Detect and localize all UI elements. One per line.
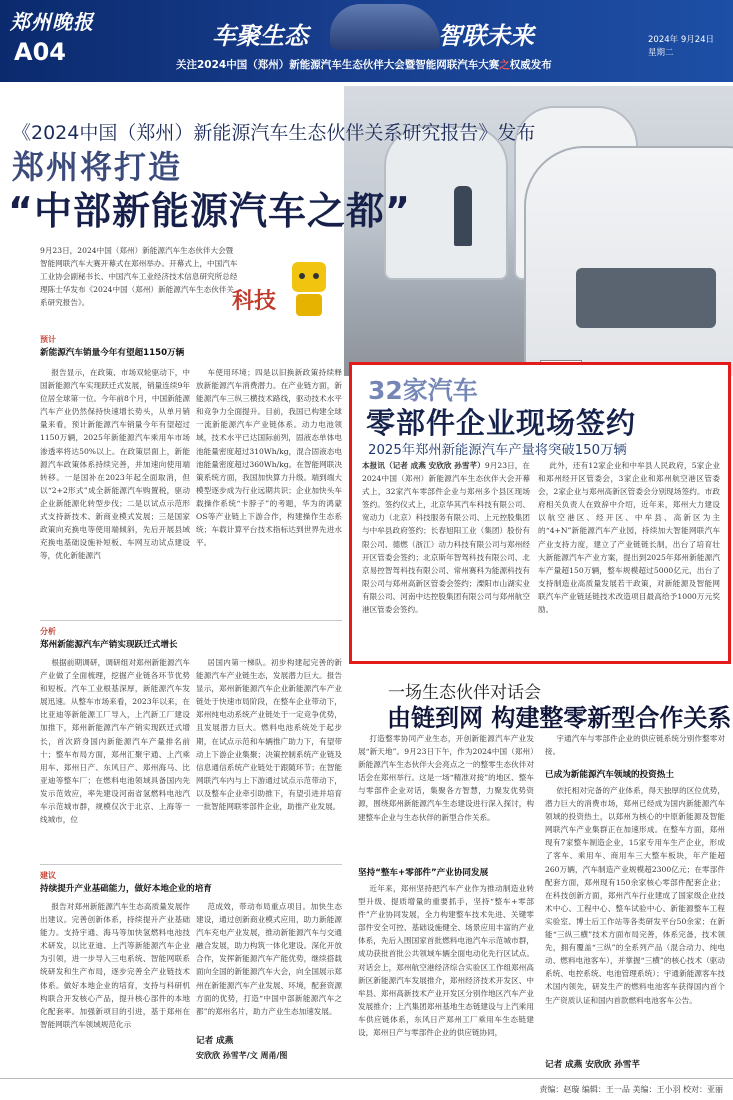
tech-tag-label: 科技 bbox=[232, 289, 277, 314]
box-kicker: 32家汽车 bbox=[368, 376, 478, 405]
box-subtitle: 2025年郑州新能源汽车产量将突破150万辆 bbox=[368, 443, 627, 458]
page-header bbox=[0, 0, 733, 82]
person-figure bbox=[454, 186, 472, 246]
subtitle-end: 权威发布 bbox=[509, 59, 552, 71]
section-label: 预计 bbox=[40, 335, 56, 344]
body-column: 报告对郑州新能源汽车生态高质量发展作出建议。完善创新体系，持续提升产业基础能力。支持宇通、海马等加快氢燃料电池技术研发，以比亚迪、上汽等新能源汽车企业为引领，进一步导入三电系统、智能网联系统研发和生产布局，逐步完善全产业链技术体系。做好本地企业的培育，支持与科研机构联合开发核心产品，提升核心部件的本地化配套率。加强新项目的引进，基于郑州在智能网联汽车领域规范化示 bbox=[40, 902, 190, 1029]
signing-story-box bbox=[349, 362, 731, 664]
subheading: 已成为新能源汽车领域的投资热土 bbox=[545, 770, 674, 780]
subtitle-accent: 之 bbox=[499, 59, 510, 71]
body-column: 依托相对完备的产业体系，得天独厚的区位优势，潜力巨大的消费市场，郑州已经成为国内新能源汽车领域的投资热土，以郑州为核心的中原新能源及智能网联汽车产业集群正在加速形成。在整车方面，郑州现有7家整车制造企业，15家专用车生产企业，形成了客车、乘用车、商用车三大整车板块，年产能超260万辆，汽车制造产业规模超2300亿元；在零部件配套方面，郑州现有150余家核心零部件配套企业；在科技创新方面，郑州汽车行业建成了国家级企业技术中心、工程中心、整车试验中心、新能源整车工程实验室、博士后工作站等各类研发平台50余家；在新能“三纵三横”技术方面布局完善，体系完备，技术领先，拥有覆盖“三纵”的全系列产品（混合动力、纯电动、燃料电池客车），并掌握“三横”的核心技术（驱动系统、电控系统、电池管理系统）；宇通新能源客车技术国内领先，研发生产的燃料电池客车获得国内首个生产资质认证和国内首款燃料电池客车公告。 bbox=[545, 786, 725, 1005]
story-kicker: 一场生态伙伴对话会 bbox=[388, 683, 541, 703]
section-heading: 持续提升产业基础能力，做好本地企业的培育 bbox=[40, 884, 212, 894]
body-column: 范成效，带动布局重点项目。加快生态建设，通过创新商业模式应用，助力新能源汽车充电产业发展，推动新能源汽车与交通融合发展，助力构筑一体化建设。深化开放合作，发挥新能源汽车产能优势，继续搭载面向全国的新能源汽车大会，向全国展示郑州在新能源汽车产业发展、环境，配套资源方面的优势，打造“中国中部新能源汽车之都”的郑州名片，助力产业生态加速发展。 bbox=[196, 902, 342, 1016]
section-label: 分析 bbox=[40, 627, 56, 636]
byline: 记者 成燕 bbox=[196, 1036, 234, 1046]
body-column: 报告显示，在政策、市场双轮驱动下，中国新能源汽车实现跃迁式发展，销量连续9年位居全球第一位。今年前8个月，中国新能源汽车产业仍然保持快速增长势头，从单月销量来看，预计新能源汽车销量今年有望超过1150万辆，2025年新能源汽车乘用车市场渗透率将达50%以上。在政策层面上，新能源汽车政策体系持续完善，并加速向使用端转移。一是国补在2023年起全面取消，但以“2+2形式”成全新能源汽车购置税，驱动企业新能源化转型步伐；二是以试点示范形式支持新技术、新商业模式发展；三是国家政策向充换电等使用端倾斜，先后开展县域充换电基础设施补短板、车网互动试点建设等，优化新能源汽 bbox=[40, 368, 190, 561]
slogan-left: 车聚生态 bbox=[212, 22, 308, 50]
box-title: 零部件企业现场签约 bbox=[366, 406, 637, 440]
body-column: 近年来，郑州坚持把汽车产业作为推动制造业转型升级、提质增量的重要抓手，坚持“整车+零部件”产业协同发展，全力构建整车技术先进、关键零部件安全可控、基础设施健全、场景应用丰富的产业体系，先后入围国家首批燃料电池汽车示范城市群，成功获批首批公共领域车辆全面电动化先行区试点。对话会上，郑州航空港经济综合实验区工作组郑州高新区新能源汽车发展推介，郑州经济技术开发区、中牟县、郑州高新技术产业开发区分别作地区汽车产业发展推介；上汽集团郑州基地生态链建设与上汽乘用车供应链体系，东风日产郑州工厂乘用车生态链建设，郑州日产与零部件企业的供应链协同， bbox=[358, 884, 534, 1038]
page-number: A04 bbox=[14, 38, 66, 66]
section-label: 建议 bbox=[40, 871, 56, 880]
report-headline: 《2024中国（郑州）新能源汽车生态伙伴关系研究报告》发布 bbox=[12, 122, 536, 144]
subheading: 坚持“整车+零部件”产业协同发展 bbox=[358, 868, 489, 878]
byline: 记者 成燕 安欣欣 孙雪芊 bbox=[545, 1060, 640, 1070]
lead-paragraph: 9月23日，2024中国（郑州）新能源汽车生态伙伴大会暨智能网联汽车大赛开幕式在郑州举办。开幕式上，中国汽车工业协会副秘书长、中国汽车工业经济技术信息研究所总经理陈士华发布《2024中国（郑州）新能源汽车生态伙伴关系研究报告》。 bbox=[40, 246, 238, 307]
bus-windshield bbox=[576, 268, 716, 328]
bus-front bbox=[524, 146, 733, 376]
car-illustration bbox=[330, 4, 440, 50]
main-headline: “中部新能源汽车之都” bbox=[8, 189, 411, 233]
story-title: 由链到网 构建整零新型合作关系 bbox=[387, 704, 732, 732]
section-heading: 郑州新能源汽车产销实现跃迁式增长 bbox=[40, 640, 178, 650]
weekday-text: 星期二 bbox=[648, 48, 674, 58]
editor-credits: 责编：赵璇 编辑：王一品 美编：王小羽 校对：亚丽 bbox=[539, 1085, 723, 1094]
divider bbox=[40, 864, 342, 865]
issue-date bbox=[648, 34, 714, 60]
box-dateline: 本报讯（记者 成燕 安欣欣 孙雪芊） bbox=[362, 461, 485, 470]
byline-credits: 安欣欣 孙雪芊/文 周甬/图 bbox=[196, 1051, 288, 1060]
date-text: 2024年 9月24日 bbox=[648, 35, 715, 45]
header-subtitle bbox=[176, 57, 552, 72]
body-column: 根据前期调研，调研组对郑州新能源汽车产业做了全面梳理，挖掘产业链各环节优势和短板。汽车工业根基深厚，新能源汽车发展迅速。从整车市场来看，2023年以来，在比亚迪等新能源工厂导入，上汽新工厂建设加推下，郑州新能源汽车产销实现跃迁式增长，首次跻身国内新能源汽车产量排名前十；整车布局方面，郑州汇聚宇通、上汽乘用车、郑州日产、东风日产、郑州海马、比亚迪等整车厂；在燃料电池领域具备国内先发示范效应，率先建设河南省氢燃料电池汽车示范城市群，规模仅次于北京、上海等一线城市，位 bbox=[40, 658, 190, 825]
section-heading: 新能源汽车销量今年有望超1150万辆 bbox=[40, 348, 185, 358]
body-column: 居国内第一梯队。初步构建起完善的新能源汽车产业链生态，发展潜力巨大。报告显示，郑州新能源汽车企业新能源汽车产业链处于快速市局阶段，在整车企业带动下，郑州纯电动系统产业链处于一定竞争优势，且发展潜力巨大。燃料电池系统处于起步期，在试点示范和车辆推广助力下，有望带动上下游企业集聚；决策控制系统产业链及信息通信系统产业链处于跟随环节；在智能网联汽车内与上下游通过试点示范带动下，以及整车企业牵引助推下，有望引进并培育一批智能网联零部件企业，助推产业发展。 bbox=[196, 658, 342, 812]
body-column: 车使用环境；四是以旧换新政策持续释放新能源汽车消费潜力。在产业链方面，新能源汽车三纵三横技术路线，驱动技术水平和竞争力全面提升。目前，我国已构建全球一流新能源汽车产业链体系。动力电池领域，技术水平已达国际前列，固液态单体电池能量密度超过310Wh/kg，混合固液态电池能量密度超过360Wh/kg。在智能网联决策系统方面，我国加快算力升级。端到端大模型逐步成为行业远期共识；企业加快头车载操作系统“卡脖子”的考题，华为的鸿蒙OS等产业链上下游合作，构建操作生态系统；车载计算平台技术指标达到世界先进水平。 bbox=[196, 368, 342, 548]
subtitle-main: 关注2024中国（郑州）新能源汽车生态伙伴大会暨智能网联汽车大赛 bbox=[176, 59, 500, 71]
tech-tag bbox=[232, 258, 342, 324]
box-column bbox=[362, 459, 530, 661]
body-column: 宇通汽车与零部件企业的供应链系统分别作整零对接。 bbox=[545, 734, 725, 757]
headline-kicker: 郑州将打造 bbox=[12, 148, 183, 186]
newspaper-logo: 郑州晚报 bbox=[10, 10, 94, 34]
box-column-text: 9月23日，在2024中国（郑州）新能源汽车生态伙伴大会开幕式上，32家汽车零部件企业与郑州多个县区现场签约。签约仪式上，北京华其汽车科技有限公司、宽动力（北京）科技服务有限公司、上元控股集团与中牟县政府签约；长春旭阳工业（集团）股份有限公司、德燃（浙江）动力科技有限公司与郑州经开区管委会签约；北京斯年智驾科技有限公司、北京易控智驾科技有限公司、常州赛科为能源科技有限公司与郑州高新区管委会签约；溧阳市山湖实业有限公司、河南中达控股集团有限公司与郑州航空港区管委会签约。 bbox=[362, 461, 530, 615]
body-column: 打造整零协同产业生态，开创新能源汽车产业发展“新天地”。9月23日下午，作为2024中国（郑州）新能源汽车生态伙伴大会亮点之一的整零生态伙伴对话会在郑州举行。这是一场“精准对接”的地区、整车与零部件企业对话，集聚各方智慧，力聚发优势资源，围绕郑州新能源汽车生态建设进行深入探讨，构建整车企业与生态伙伴的新型合作关系。 bbox=[358, 734, 534, 822]
divider bbox=[40, 620, 342, 621]
box-column: 此外，还有12家企业和中牟县人民政府，5家企业和郑州经开区管委会，3家企业和郑州航空港区管委会，2家企业与郑州高新区管委会分别现场签约。市政府相关负责人在致辞中介绍，近年来，郑州大力建设以航空港区、经开区、中牟县、高新区为主的“4+N”新能源汽车产业园，持续加大智能网联汽车产业支持力度，建立了产业链链长制，出台了培育壮大新能源汽车产业方案，提出到2025年郑州新能源汽车产量超150万辆，整车规模超过5000亿元，出台了支持制造业高质量发展若干政策，对新能源及智能网联汽车产业链延链技术改造项目最高给予1000万元奖励。 bbox=[538, 461, 720, 615]
slogan-right: 智联未来 bbox=[438, 22, 534, 50]
page-footer bbox=[0, 1078, 733, 1100]
